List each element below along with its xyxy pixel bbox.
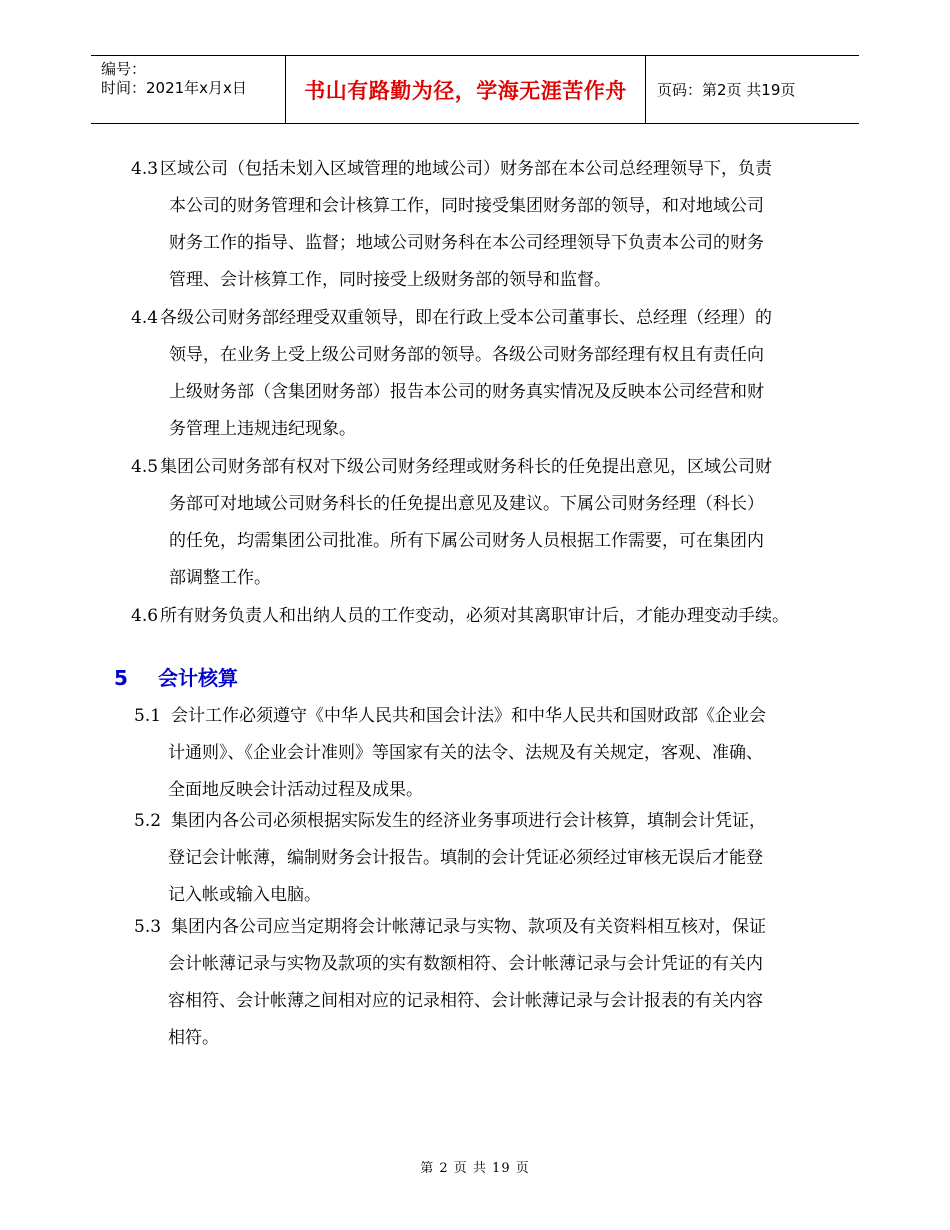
header-meta [91, 56, 285, 123]
clause-line: 务部可对地域公司财务科长的任免提出意见及建议。下属公司财务经理（科长） [169, 494, 764, 514]
section-number: 5 [114, 666, 128, 690]
header-motto-cell [285, 56, 646, 123]
clause-line: 登记会计帐薄，编制财务会计报告。填制的会计凭证必须经过审核无误后才能登 [168, 848, 763, 868]
clause-line: 集团公司财务部有权对下级公司财务经理或财务科长的任免提出意见，区域公司财 [160, 457, 773, 477]
clause-line: 相符。 [168, 1028, 219, 1048]
clause-number: 5.1 [134, 706, 162, 726]
doc-time-label: 时间：2021年x月x日 [101, 79, 247, 97]
clause-line: 区域公司（包括未划入区域管理的地域公司）财务部在本公司总经理领导下，负责 [160, 159, 773, 179]
header-page-cell [645, 56, 859, 123]
section-heading [114, 664, 238, 692]
page-info: 页码：第2页 共19页 [657, 81, 796, 99]
motto-text: 书山有路勤为径，学海无涯苦作舟 [304, 78, 627, 103]
clause-line: 全面地反映会计活动过程及成果。 [168, 780, 423, 800]
clause-line: 的任免，均需集团公司批准。所有下属公司财务人员根据工作需要，可在集团内 [169, 531, 764, 551]
page-header [91, 55, 859, 124]
clause-number: 4.6 [131, 606, 159, 626]
doc-number-label: 编号： [101, 60, 147, 78]
clause-line: 管理、会计核算工作，同时接受上级财务部的领导和监督。 [169, 270, 611, 290]
clause-line: 会计工作必须遵守《中华人民共和国会计法》和中华人民共和国财政部《企业会 [171, 706, 767, 726]
clause-line: 各级公司财务部经理受双重领导，即在行政上受本公司董事长、总经理（经理）的 [160, 308, 773, 328]
clause-line: 领导，在业务上受上级公司财务部的领导。各级公司财务部经理有权且有责任向 [169, 345, 764, 365]
clause-line: 务管理上违规违纪现象。 [169, 419, 356, 439]
page-footer: 第 2 页 共 19 页 [420, 1161, 530, 1176]
clause-number: 5.3 [134, 917, 162, 937]
clause-line: 记入帐或输入电脑。 [168, 885, 321, 905]
clause-line: 会计帐薄记录与实物及款项的实有数额相符、会计帐薄记录与会计凭证的有关内 [168, 954, 763, 974]
section-title: 会计核算 [158, 666, 238, 690]
clause-line: 部调整工作。 [169, 568, 271, 588]
clause-line: 计通则》、《企业会计准则》等国家有关的法令、法规及有关规定，客观、准确、 [168, 743, 763, 763]
clause-number: 4.4 [131, 308, 159, 328]
clause-number: 4.5 [131, 457, 159, 477]
clause-line: 集团内各公司应当定期将会计帐薄记录与实物、款项及有关资料相互核对，保证 [171, 917, 767, 937]
clause-line: 容相符、会计帐薄之间相对应的记录相符、会计帐薄记录与会计报表的有关内容 [168, 991, 763, 1011]
clause-line: 所有财务负责人和出纳人员的工作变动，必须对其离职审计后，才能办理变动手续。 [160, 606, 790, 626]
clause-line: 上级财务部（含集团财务部）报告本公司的财务真实情况及反映本公司经营和财 [169, 382, 764, 402]
clause-number: 4.3 [131, 159, 159, 179]
clause-line: 财务工作的指导、监督；地域公司财务科在本公司经理领导下负责本公司的财务 [169, 233, 764, 253]
clause-line: 本公司的财务管理和会计核算工作，同时接受集团财务部的领导，和对地域公司 [169, 196, 764, 216]
clause-line: 集团内各公司必须根据实际发生的经济业务事项进行会计核算，填制会计凭证， [171, 811, 767, 831]
clause-number: 5.2 [134, 811, 162, 831]
